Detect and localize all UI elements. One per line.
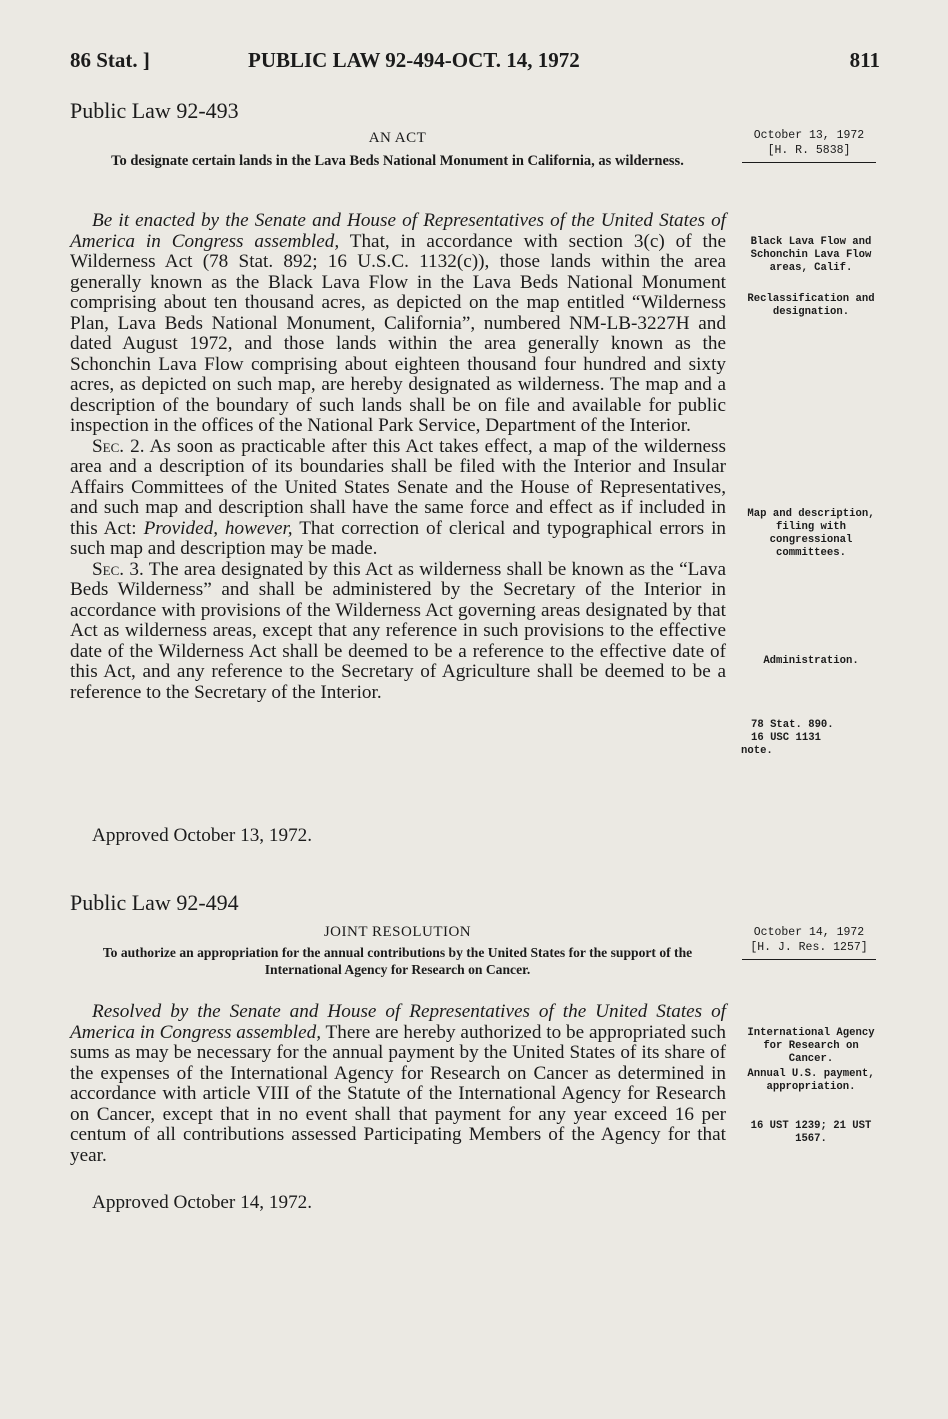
resolution-type: JOINT RESOLUTION [323, 924, 472, 940]
resolving-clause: Resolved by the Senate and House of Representatives of the United States of America in Congress assembled, [70, 1001, 726, 1043]
stat-citation: 78 Stat. 890. [751, 719, 834, 731]
margin-note-map: Map and description, filing with congressional committees. [747, 508, 875, 559]
law-title-92-494: Public Law 92-494 [70, 890, 239, 915]
section-2 [70, 437, 726, 560]
act-purpose: To designate certain lands in the Lava Beds National Monument in California, as wilderness. [111, 153, 684, 169]
section-2-label: Sec. 2. [92, 435, 145, 457]
section-3-label: Sec. 3. [92, 558, 144, 580]
page-number: 811 [849, 48, 880, 72]
act-type: AN ACT [368, 130, 427, 146]
resolution-number: [H. J. Res. 1257] [742, 940, 876, 960]
enactment-date: October 13, 1972 [753, 129, 865, 142]
law-title-92-493: Public Law 92-493 [70, 98, 239, 123]
resolution-date: October 14, 1972 [753, 926, 865, 939]
margin-note-black-lava: Black Lava Flow and Schonchin Lava Flow areas, Calif. [750, 236, 872, 274]
resolution-purpose: To authorize an appropriation for the annual contributions by the United States for the support of the International Agency for Research on Cancer. [102, 945, 693, 977]
header-title: PUBLIC LAW 92-494-OCT. 14, 1972 [248, 48, 580, 72]
usc-citation: 16 USC 1131 [751, 732, 821, 744]
resolution-body [70, 1002, 726, 1166]
section-3-text: The area designated by this Act as wilderness shall be known as the “Lava Beds Wilderness” and shall be administered by the Secretary of the Interior in accordance with provisions of the Wilderness Act governing areas designated by that Act as wilderness areas, except that any reference in such provisions to the effective date of the Wilderness Act shall be deemed to be a reference to the effective date of this Act, and any reference to the Secretary of Agriculture shall be deemed to be a reference to the Secretary of the Interior. [70, 558, 726, 703]
running-header [70, 48, 880, 78]
margin-note-payment: Annual U.S. payment, appropriation. [747, 1068, 875, 1093]
enacting-clause: Be it enacted by the Senate and House of Representatives of the United States of America in Congress assembled, [70, 210, 726, 252]
act-body [70, 211, 726, 703]
resolution-paragraph [70, 1002, 726, 1166]
section-1 [70, 211, 726, 437]
margin-note-administration: Administration. [763, 655, 859, 667]
approved-line-1: Approved October 13, 1972. [92, 825, 313, 846]
note-label: note. [741, 745, 773, 757]
resolution-text: There are hereby authorized to be appropriated such sums as may be necessary for the annual payment by the United States of its share of the expenses of the International Agency for Research on Cancer as determined in accordance with article VIII of the Statute of the International Agency for Research on Cancer, except that in no event shall that payment for any year exceed 16 per centum of all contributions assessed Participating Members of the Agency for that year. [70, 1021, 726, 1166]
stat-volume: 86 Stat. ] [70, 48, 150, 72]
section-1-text: That, in accordance with section 3(c) of the Wilderness Act (78 Stat. 892; 16 U.S.C. 1132(c)), those lands within the area generally known as the Black Lava Flow in the Lava Beds National Monument comprising about ten thousand acres, as depicted on the map entitled “Wilderness Plan, Lava Beds National Monument, California”, numbered NM-LB-3227H and dated August 1972, and those lands within the area generally known as the Schonchin Lava Flow comprising about eighteen thousand four hundred and sixty acres, as depicted on such map, are hereby designated as wilderness. The map and a description of the boundary of such lands shall be on file and available for public inspection in the offices of the National Park Service, Department of the Interior. [70, 230, 726, 436]
enactment-date-block [742, 128, 876, 163]
approved-line-2: Approved October 14, 1972. [92, 1192, 313, 1213]
margin-note-ust: 16 UST 1239; 21 UST 1567. [750, 1120, 872, 1145]
bill-number: [H. R. 5838] [742, 143, 876, 163]
margin-note-citation [741, 719, 893, 758]
margin-note-reclassification: Reclassification and designation. [747, 293, 875, 318]
resolution-date-block [742, 925, 876, 960]
section-3 [70, 560, 726, 704]
section-2-tail: That correction of clerical and typographical errors in such map and description may be made. [70, 517, 726, 559]
margin-note-agency: International Agency for Research on Cancer. [747, 1027, 875, 1065]
section-2-text: As soon as practicable after this Act takes effect, a map of the wilderness area and a description of its boundaries shall be filed with the Interior and Insular Affairs Committees of the United States Senate and the House of Representatives, and such map and description shall have the same force and effect as if included in this Act: [70, 435, 726, 539]
proviso: Provided, however, [143, 517, 293, 539]
